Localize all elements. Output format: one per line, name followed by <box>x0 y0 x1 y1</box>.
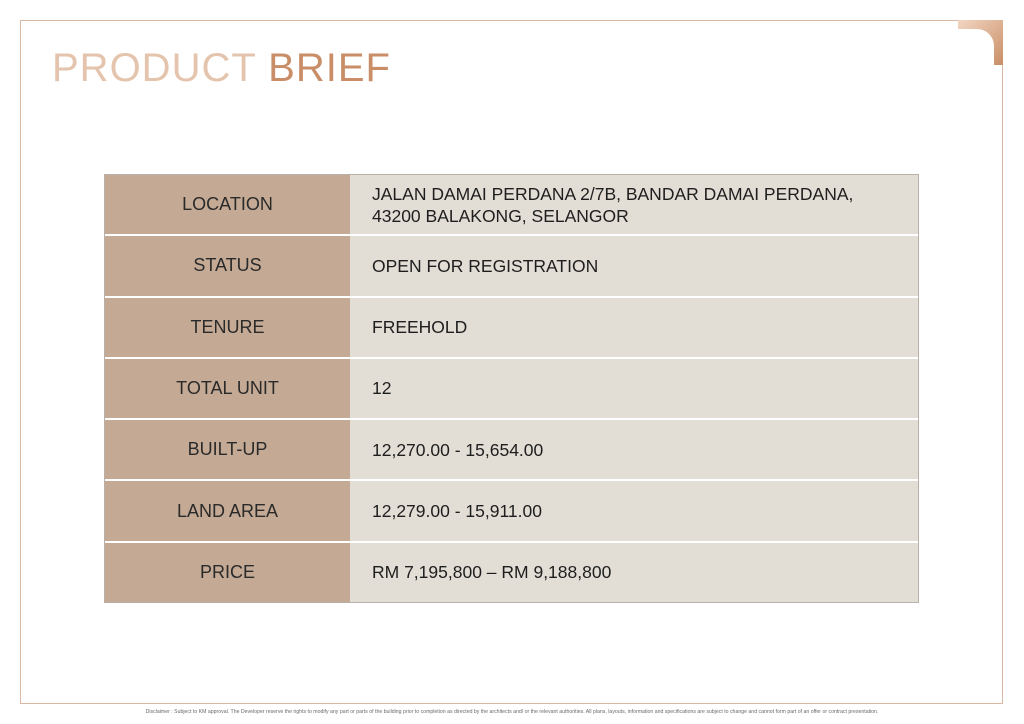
corner-ornament-icon <box>958 20 1003 65</box>
disclaimer-text: Disclaimer : Subject to KM approval. The Developer reserve the rights to modify any part or parts of the building prior to completion as directed by the architects and/ or the relevant authorities. All plans, layouts, information and specifications are subject to change and cannot form part of an offer or contract presentation. <box>145 709 879 715</box>
table-row-land-area <box>105 479 918 540</box>
row-value: 12,270.00 - 15,654.00 <box>350 420 918 479</box>
page-title <box>52 44 391 92</box>
row-label: BUILT-UP <box>105 420 350 479</box>
row-value: FREEHOLD <box>350 298 918 357</box>
row-label: TENURE <box>105 298 350 357</box>
row-value: 12,279.00 - 15,911.00 <box>350 481 918 540</box>
row-value: RM 7,195,800 – RM 9,188,800 <box>350 543 918 602</box>
table-row-location <box>105 175 918 234</box>
row-label: LAND AREA <box>105 481 350 540</box>
row-label: TOTAL UNIT <box>105 359 350 418</box>
table-row-built-up <box>105 418 918 479</box>
row-value: JALAN DAMAI PERDANA 2/7B, BANDAR DAMAI PERDANA, 43200 BALAKONG, SELANGOR <box>350 175 918 234</box>
frame-top-line <box>20 20 958 21</box>
product-brief-table <box>104 174 919 603</box>
frame-right-line <box>1002 64 1003 704</box>
page-title-part-1: PRODUCT <box>52 46 269 90</box>
page-title-part-2: BRIEF <box>268 46 391 90</box>
row-value: OPEN FOR REGISTRATION <box>350 236 918 295</box>
row-label: LOCATION <box>105 175 350 234</box>
table-row-price <box>105 541 918 602</box>
table-row-total-unit <box>105 357 918 418</box>
table-row-status <box>105 234 918 295</box>
table-row-tenure <box>105 296 918 357</box>
frame-bottom-line <box>20 703 1003 704</box>
frame-left-line <box>20 20 21 704</box>
row-value: 12 <box>350 359 918 418</box>
row-label: STATUS <box>105 236 350 295</box>
row-label: PRICE <box>105 543 350 602</box>
